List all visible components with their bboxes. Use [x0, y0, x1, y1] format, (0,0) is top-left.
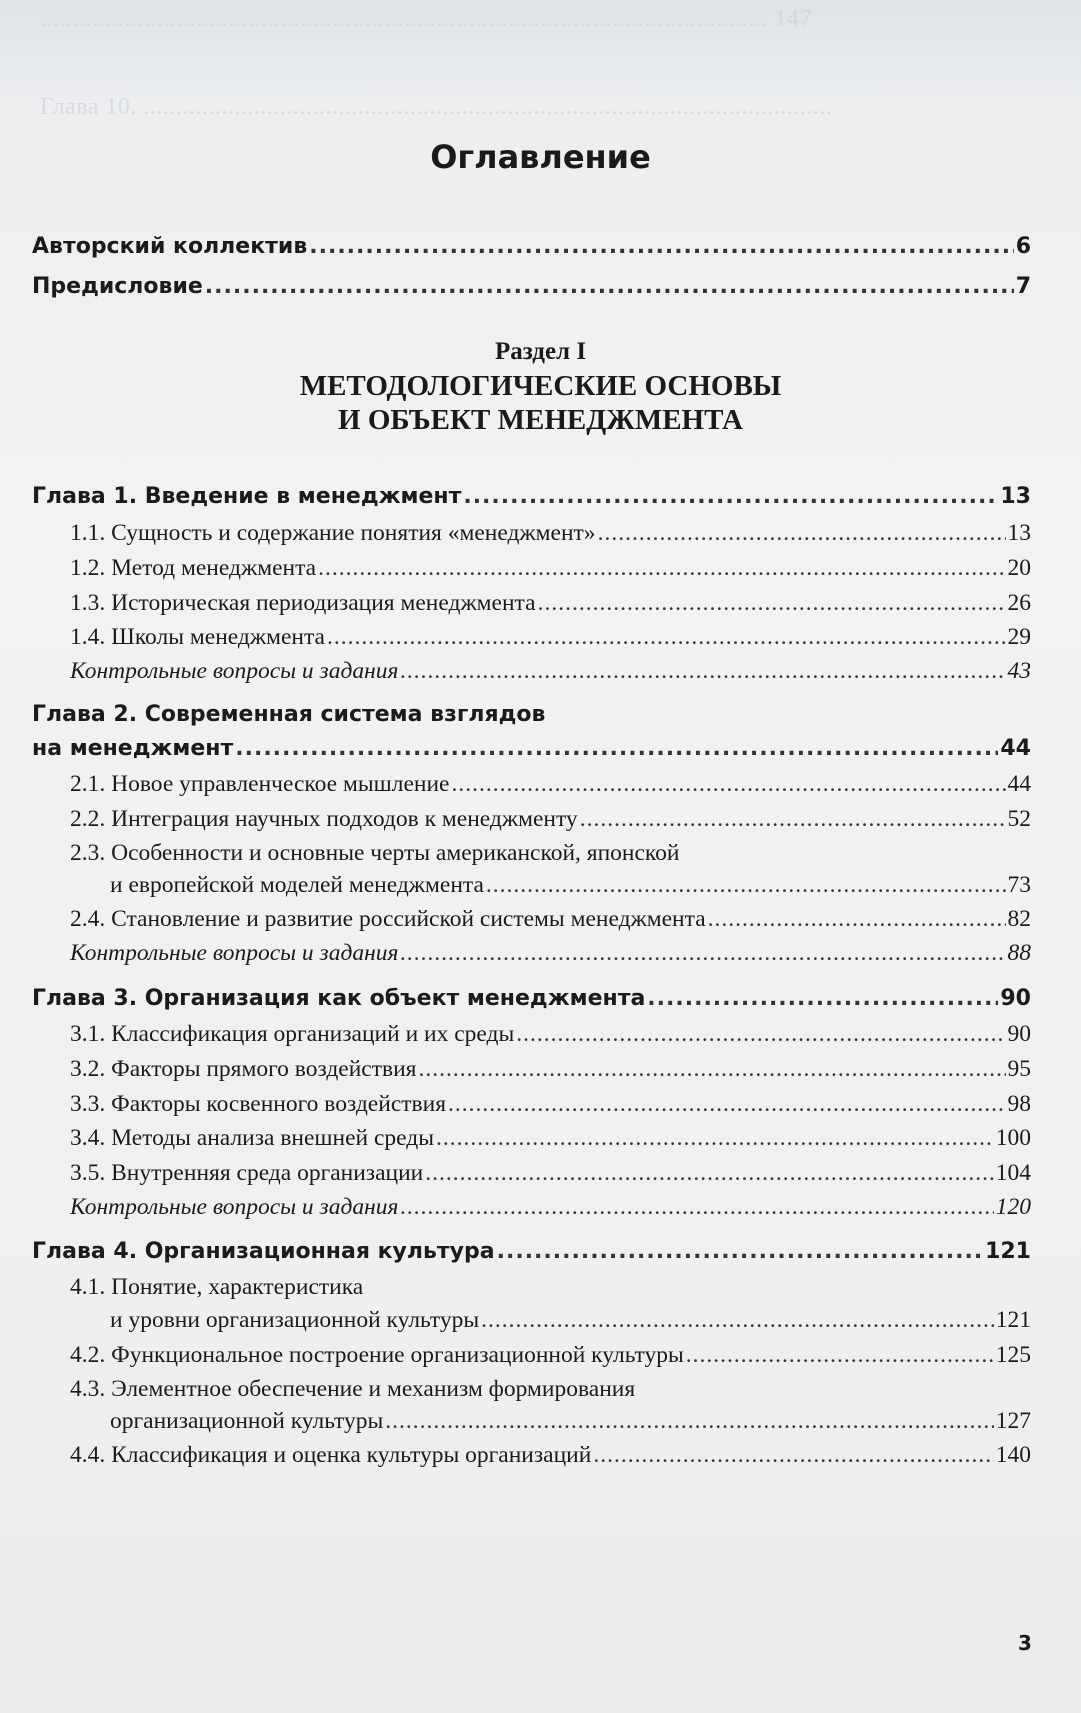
toc-entry-line1[interactable]: 2.3. Особенности и основные черты американской, японской — [70, 840, 680, 866]
toc-entry[interactable]: 3.4. Методы анализа внешней среды ..... 100 — [32, 1123, 1031, 1153]
section-label: Раздел I — [494, 338, 587, 365]
toc-entry[interactable]: 3.5. Внутренняя среда организации ..... 104 — [32, 1158, 1031, 1188]
toc-entry[interactable]: 3.3. Факторы косвенного воздействия ..... 98 — [32, 1089, 1031, 1119]
toc-entry-preface[interactable]: Предисловие ..... 7 — [32, 272, 1031, 302]
section-title-line2: И ОБЪЕКТ МЕНЕДЖМЕНТА — [338, 404, 743, 436]
toc-entry[interactable]: 3.2. Факторы прямого воздействия ..... 95 — [32, 1054, 1031, 1084]
chapter-4-heading[interactable]: Глава 4. Организационная культура ..... 121 — [32, 1237, 1031, 1267]
toc-entry[interactable]: 4.4. Классификация и оценка культуры организаций ..... 140 — [32, 1440, 1031, 1470]
toc-entry-authors[interactable]: Авторский коллектив ..... 6 — [32, 232, 1031, 262]
page-title: Оглавление — [430, 138, 651, 176]
toc-entry[interactable]: 1.2. Метод менеджмента ..... 20 — [32, 553, 1031, 583]
toc-entry[interactable]: и уровни организационной культуры ..... 121 — [32, 1305, 1031, 1335]
toc-entry[interactable]: 2.4. Становление и развитие российской системы менеджмента ..... 82 — [32, 904, 1031, 934]
chapter-2-heading[interactable]: на менеджмент ..... 44 — [32, 734, 1031, 764]
bleed-through: ................................................................................................................ 147 — [40, 6, 812, 32]
toc-entry[interactable]: 1.3. Историческая периодизация менеджмента ..... 26 — [32, 588, 1031, 618]
toc-entry-review-questions[interactable]: Контрольные вопросы и задания ..... 88 — [32, 938, 1031, 968]
toc-entry[interactable]: 2.2. Интеграция научных подходов к менеджменту ..... 52 — [32, 804, 1031, 834]
toc-entry-review-questions[interactable]: Контрольные вопросы и задания ..... 43 — [32, 656, 1031, 686]
toc-entry[interactable]: 4.2. Функциональное построение организационной культуры ..... 125 — [32, 1340, 1031, 1370]
toc-entry-line1[interactable]: 4.1. Понятие, характеристика — [70, 1274, 364, 1300]
toc-entry[interactable]: 2.1. Новое управленческое мышление ..... 44 — [32, 769, 1031, 799]
section-title-line1: МЕТОДОЛОГИЧЕСКИЕ ОСНОВЫ — [299, 370, 782, 402]
page-number: 3 — [1018, 1631, 1032, 1655]
toc-entry[interactable]: 1.1. Сущность и содержание понятия «менеджмент» ..... 13 — [32, 518, 1031, 548]
chapter-3-heading[interactable]: Глава 3. Организация как объект менеджмента ..... 90 — [32, 984, 1031, 1014]
bleed-through: Глава 10. .......................................................................................................... — [40, 94, 833, 120]
toc-entry[interactable]: и европейской моделей менеджмента ..... 73 — [32, 870, 1031, 900]
toc-entry[interactable]: организационной культуры ..... 127 — [32, 1406, 1031, 1436]
toc-entry-review-questions[interactable]: Контрольные вопросы и задания ..... 120 — [32, 1192, 1031, 1222]
toc-entry[interactable]: 1.4. Школы менеджмента ..... 29 — [32, 622, 1031, 652]
toc-entry-line1[interactable]: 4.3. Элементное обеспечение и механизм формирования — [70, 1376, 636, 1402]
toc-entry[interactable]: 3.1. Классификация организаций и их среды ..... 90 — [32, 1019, 1031, 1049]
chapter-1-heading[interactable]: Глава 1. Введение в менеджмент ..... 13 — [32, 482, 1031, 512]
chapter-2-heading-line1[interactable]: Глава 2. Современная система взглядов — [32, 702, 546, 727]
